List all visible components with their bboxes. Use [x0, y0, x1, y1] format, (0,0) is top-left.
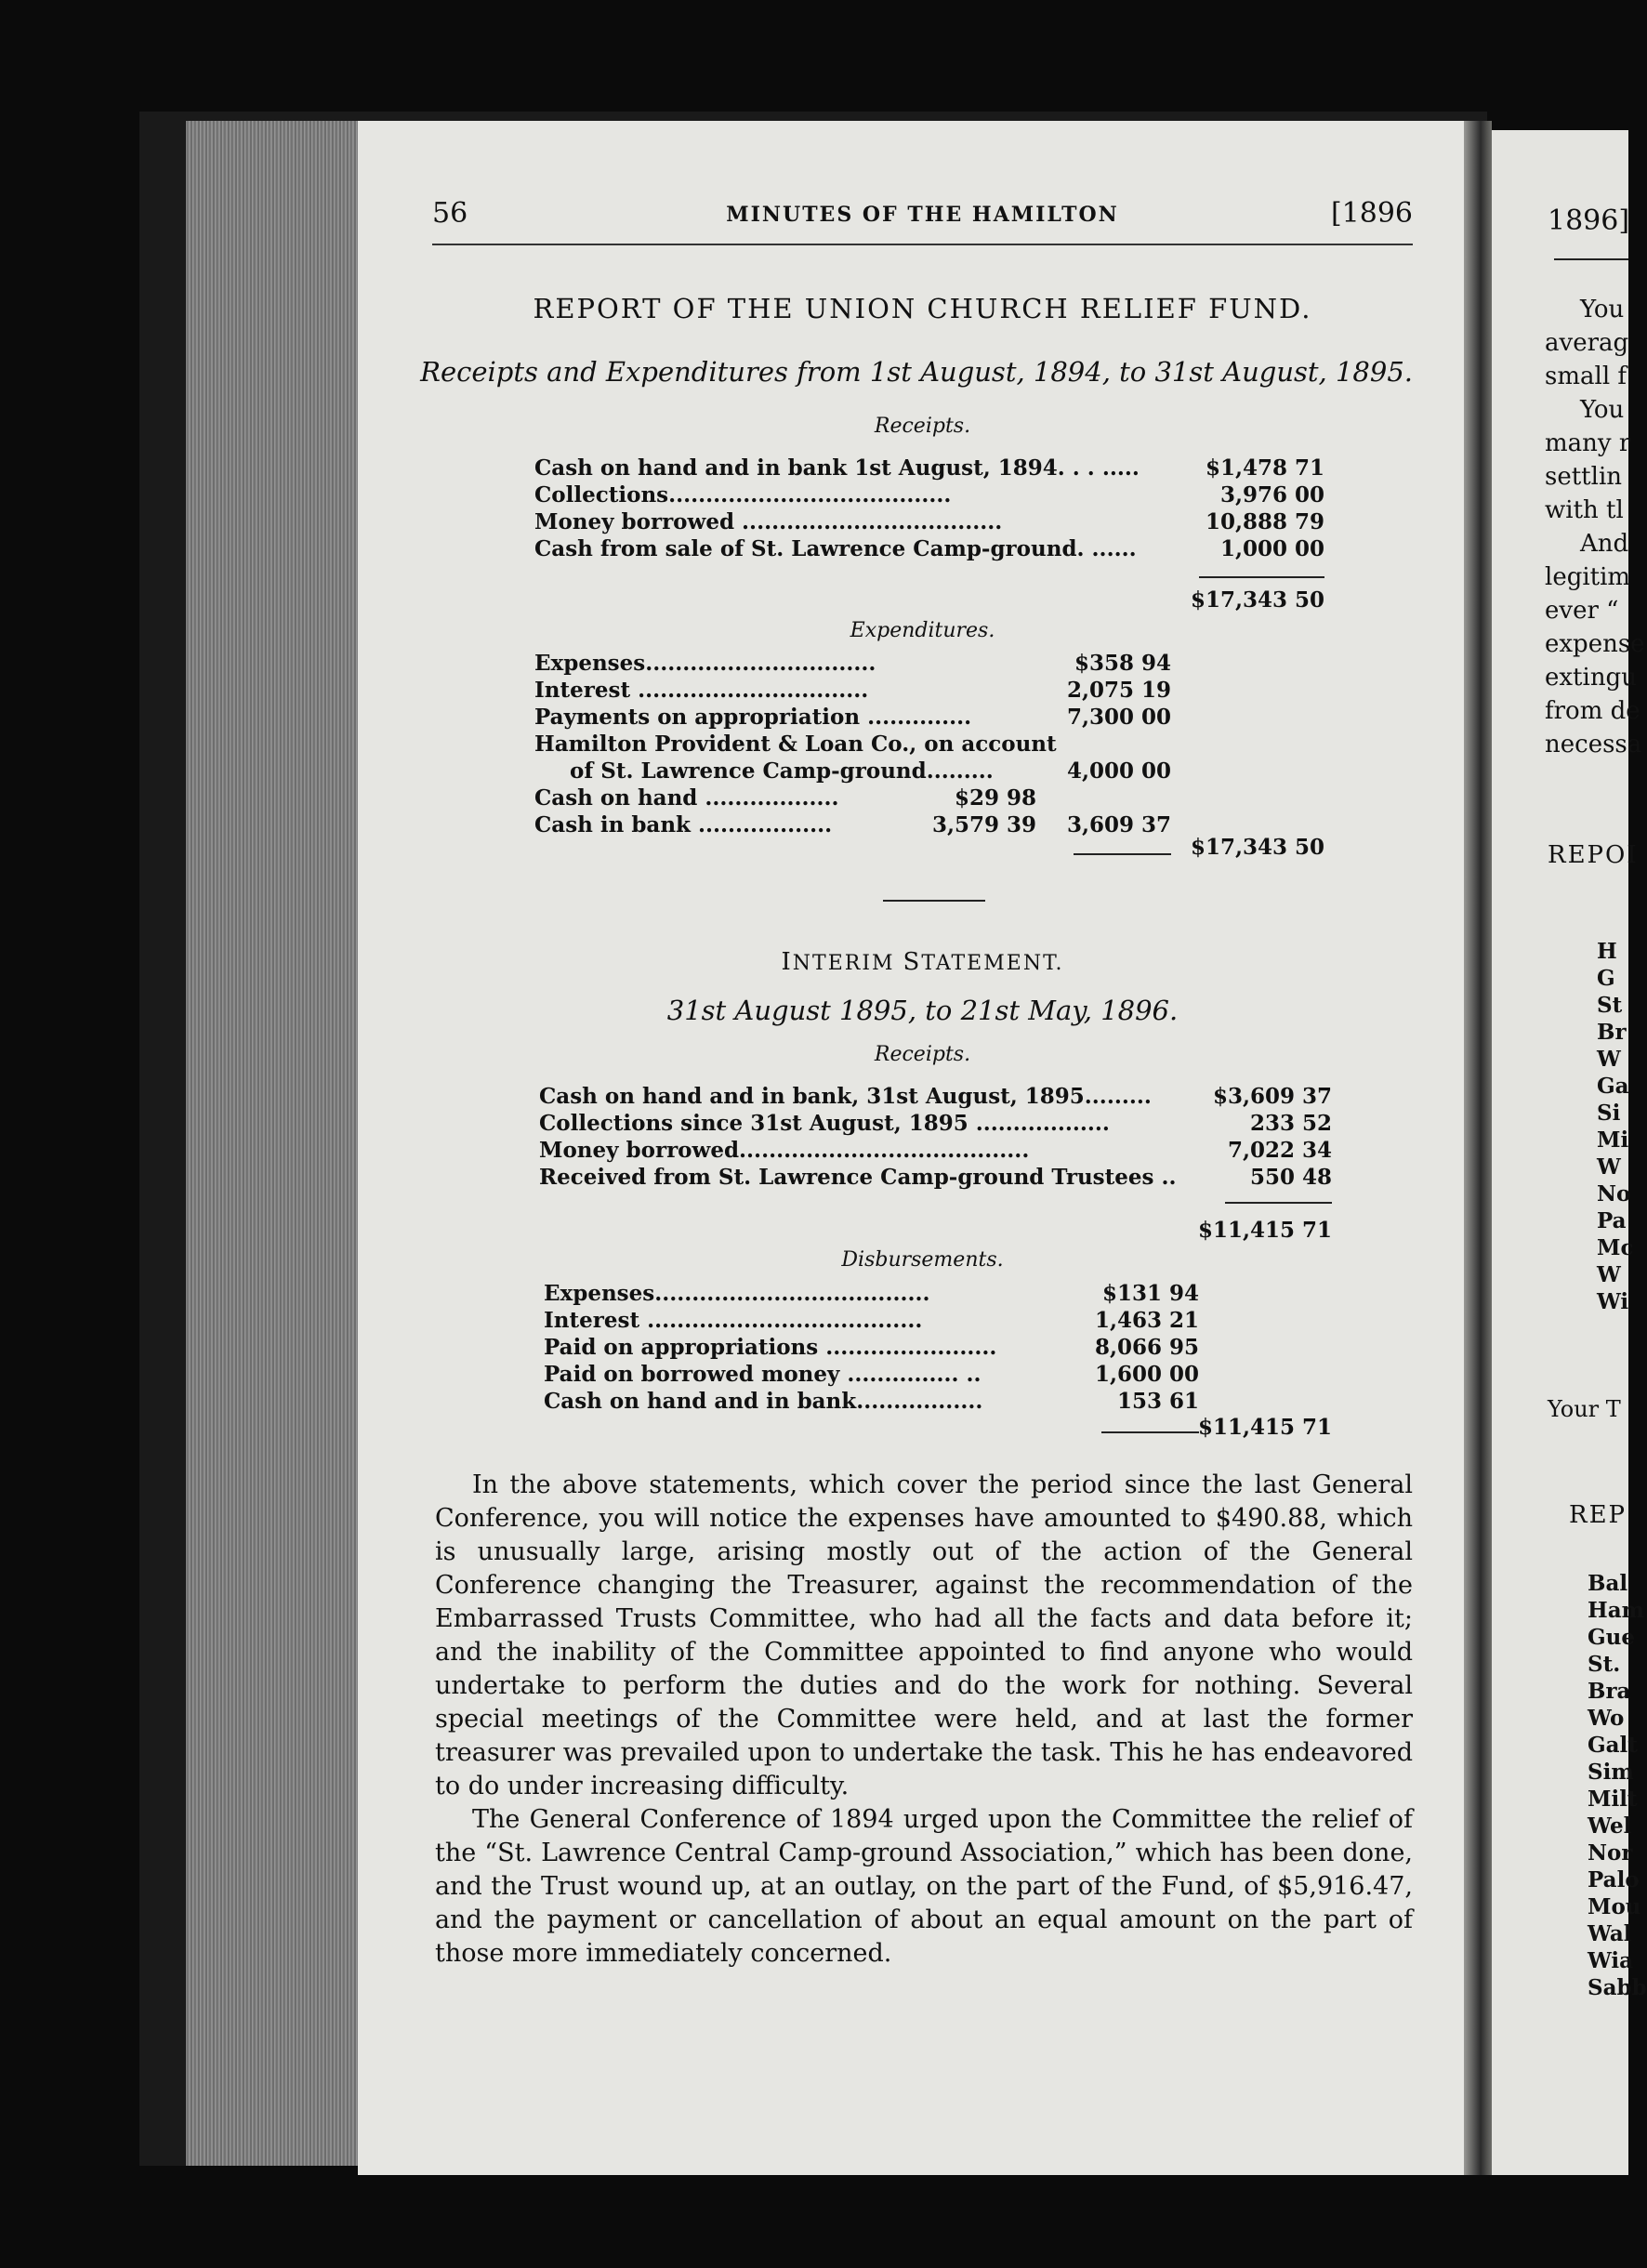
right-page-line: small f: [1545, 363, 1627, 390]
right-page-line: H: [1597, 939, 1617, 964]
book-page-edges: [186, 121, 361, 2166]
right-page-line: Wel: [1588, 1813, 1632, 1839]
total-rule: [1225, 1202, 1332, 1204]
table-row: [534, 705, 1171, 732]
right-page-line: W: [1597, 1047, 1621, 1072]
right-page-line: Ga: [1597, 1074, 1629, 1099]
row-amount: $358 94: [1074, 651, 1171, 676]
report-title: REPORT OF THE UNION CHURCH RELIEF FUND.: [533, 293, 1312, 324]
table-row: [534, 732, 1171, 758]
right-page-line: necessa: [1545, 731, 1642, 758]
row-amount: $131 94: [1101, 1281, 1199, 1306]
right-page-line: expense: [1545, 630, 1645, 658]
right-page-line: settlin: [1545, 463, 1623, 491]
receipts-heading: Receipts.: [874, 415, 971, 438]
row-label: Paid on appropriations .......................: [544, 1335, 997, 1360]
right-page-line: Si: [1597, 1101, 1621, 1126]
running-head: [432, 197, 1413, 245]
right-page-heading: REP: [1569, 1501, 1627, 1529]
interim-receipts-heading: Receipts.: [874, 1043, 971, 1066]
table-row: [539, 1084, 1332, 1111]
interim-title-tatement: TATEMENT.: [921, 952, 1064, 975]
table-row: [539, 1165, 1332, 1192]
row-label: of St. Lawrence Camp-ground.........: [570, 758, 994, 784]
right-page-line: You: [1580, 296, 1625, 323]
right-page-line: St: [1597, 993, 1623, 1018]
total-amount: $11,415 71: [1197, 1218, 1332, 1243]
right-page-line: Bra: [1588, 1679, 1631, 1704]
row-label: Expenses...............................: [534, 651, 876, 676]
right-page-line: You: [1580, 396, 1625, 424]
row-amount: 8,066 95: [1094, 1335, 1199, 1360]
right-page-heading: REPOI: [1548, 841, 1639, 869]
row-label: Interest .....................................: [544, 1308, 923, 1333]
row-amount: 153 61: [1116, 1389, 1199, 1414]
row-amount: 3,976 00: [1219, 482, 1324, 508]
right-page-header: 1896]: [1548, 204, 1630, 237]
right-page-line: Wi: [1597, 1289, 1629, 1314]
disbursements-table: [544, 1281, 1199, 1416]
right-page-line: G: [1597, 966, 1615, 991]
disbursements-heading: Disbursements.: [841, 1248, 1004, 1272]
right-page-line: Br: [1597, 1020, 1627, 1045]
total-amount: $17,343 50: [1190, 835, 1324, 860]
section-divider: [883, 900, 985, 902]
right-page-line: Wal: [1588, 1921, 1632, 1946]
total-amount: $11,415 71: [1197, 1415, 1332, 1440]
row-amount: 233 52: [1249, 1111, 1332, 1136]
row-subtotal: 3,609 37: [1066, 812, 1171, 837]
right-page-line: And: [1580, 530, 1629, 558]
table-row: [534, 509, 1324, 536]
row-amount: $29 98: [954, 785, 1036, 811]
table-row: [534, 678, 1171, 705]
row-amount: 1,600 00: [1094, 1362, 1199, 1387]
total-rule: [1199, 576, 1324, 578]
right-page-line: Wia: [1588, 1948, 1634, 1973]
row-label: Cash on hand and in bank, 31st August, 1895.........: [539, 1084, 1152, 1109]
right-page-line: Sabb: [1588, 1975, 1647, 2000]
row-label: Cash on hand ..................: [534, 785, 839, 811]
right-page-line: ever “: [1545, 597, 1619, 625]
right-page-line: Ham: [1588, 1598, 1644, 1623]
row-label: Payments on appropriation ..............: [534, 705, 972, 730]
table-row: [544, 1281, 1199, 1308]
total-amount: $17,343 50: [1190, 587, 1324, 613]
right-page-line: Mi: [1597, 1127, 1629, 1153]
interim-title-s: S: [903, 948, 922, 976]
row-amount: $1,478 71: [1205, 455, 1324, 481]
table-row: [534, 758, 1171, 785]
row-label: Collections......................................: [534, 482, 952, 508]
table-row: [534, 651, 1171, 678]
right-page-line: Mou: [1588, 1894, 1641, 1919]
table-row: [539, 1138, 1332, 1165]
row-amount: 4,000 00: [1066, 758, 1171, 784]
row-amount: 1,000 00: [1219, 536, 1324, 561]
receipts-table: [534, 455, 1324, 563]
paragraph: The General Conference of 1894 urged upon the Committee the relief of the “St. Lawrence Central Camp-ground Association,” which has been done, and the Trust wound up, at an outlay, on the part of the Fund, of $5,916.47, and the payment or cancellation of about an equal amount on the part of those more immediately concerned.: [435, 1805, 1413, 1968]
disbursements-total: [1146, 1415, 1332, 1442]
expenditures-table: [534, 651, 1171, 839]
right-page-line: Milt: [1588, 1787, 1638, 1812]
right-page-line: Pa: [1597, 1208, 1627, 1233]
row-label: Received from St. Lawrence Camp-ground Trustees ..: [539, 1165, 1177, 1190]
table-row: [539, 1111, 1332, 1138]
right-page-line: Wo: [1588, 1706, 1625, 1731]
row-label: Paid on borrowed money ............... ..: [544, 1362, 982, 1387]
table-row: [534, 785, 1171, 812]
row-amount: $3,609 37: [1212, 1084, 1332, 1109]
row-amount: 550 48: [1249, 1165, 1332, 1190]
table-row: [534, 812, 1171, 839]
row-label: Cash from sale of St. Lawrence Camp-ground. ......: [534, 536, 1137, 561]
row-amount: 7,300 00: [1066, 705, 1171, 730]
row-label: Collections since 31st August, 1895 ..................: [539, 1111, 1110, 1136]
right-page-line: Your T: [1548, 1396, 1621, 1422]
row-amount: 7,022 34: [1227, 1138, 1332, 1163]
row-amount: 1,463 21: [1094, 1308, 1199, 1333]
right-page-line: St.: [1588, 1652, 1621, 1677]
right-page-line: Galt: [1588, 1733, 1638, 1758]
table-row: [544, 1308, 1199, 1335]
row-label: Money borrowed ...................................: [534, 509, 1003, 534]
expenditures-heading: Expenditures.: [850, 619, 995, 642]
row-label: Cash on hand and in bank.................: [544, 1389, 983, 1414]
interim-receipts-table: [539, 1084, 1332, 1192]
table-row: [544, 1362, 1199, 1389]
body-text: [435, 1469, 1413, 1971]
right-page-line: W: [1597, 1262, 1621, 1287]
right-page-line: many r: [1545, 429, 1631, 457]
interim-title-nterim: NTERIM: [792, 952, 903, 975]
right-page-line: No: [1597, 1181, 1631, 1207]
running-title: MINUTES OF THE HAMILTON: [726, 203, 1119, 227]
right-page-line: Palo: [1588, 1867, 1640, 1892]
right-page-line: Nor: [1588, 1840, 1633, 1866]
expenditures-total: [1139, 835, 1324, 862]
table-row: [544, 1335, 1199, 1362]
page-number: 56: [432, 197, 468, 230]
row-label: Cash in bank ..................: [534, 812, 833, 837]
right-page-rule: [1554, 258, 1628, 260]
interim-title: [432, 948, 1413, 976]
right-page-line: Sim: [1588, 1760, 1634, 1785]
right-page-line: from de: [1545, 697, 1640, 725]
row-label: Cash on hand and in bank 1st August, 1894. . . .....: [534, 455, 1140, 481]
row-label: Interest ...............................: [534, 678, 869, 703]
paragraph: In the above statements, which cover the period since the last General Conference, you will notice the expenses have amounted to $490.88, which is unusually large, arising mostly out of the action of the General Conference changing the Treasurer, against the recommendation of the Embarrassed Trusts Committee, who had all the facts and data before it; and the inability of the Committee appointed to find anyone who would undertake to perform the duties and do the work for nothing. Several special meetings of the Committee were held, and at last the former treasurer was prevailed upon to undertake the task. This he has endeavored to do under increasing difficulty.: [435, 1470, 1413, 1800]
right-page-line: W: [1597, 1154, 1621, 1180]
right-page-line: Bal: [1588, 1571, 1628, 1596]
row-amount: 2,075 19: [1066, 678, 1171, 703]
table-row: [534, 482, 1324, 509]
right-page-line: averag: [1545, 329, 1629, 357]
right-page-line: with tl: [1545, 496, 1624, 524]
row-label: Expenses.....................................: [544, 1281, 930, 1306]
table-row: [544, 1389, 1199, 1416]
right-page-line: extingu: [1545, 664, 1637, 692]
right-page-line: Mc: [1597, 1235, 1634, 1260]
row-amount: 10,888 79: [1205, 509, 1324, 534]
receipts-total: [1139, 587, 1324, 614]
interim-subtitle: 31st August 1895, to 21st May, 1896.: [666, 995, 1179, 1026]
row-label: Money borrowed.......................................: [539, 1138, 1030, 1163]
right-page-line: legitim: [1545, 563, 1631, 591]
row-amount: 3,579 39: [931, 812, 1036, 837]
right-page-line: Gue: [1588, 1625, 1635, 1650]
book-gutter: [1464, 121, 1492, 2175]
interim-title-i: I: [781, 948, 793, 976]
report-subtitle: Receipts and Expenditures from 1st August, 1894, to 31st August, 1895.: [420, 356, 1413, 388]
interim-receipts-total: [1146, 1218, 1332, 1245]
running-year: [1896: [1330, 197, 1413, 230]
table-row: [534, 536, 1324, 563]
row-label: Hamilton Provident & Loan Co., on account: [534, 732, 1057, 757]
table-row: [534, 455, 1324, 482]
